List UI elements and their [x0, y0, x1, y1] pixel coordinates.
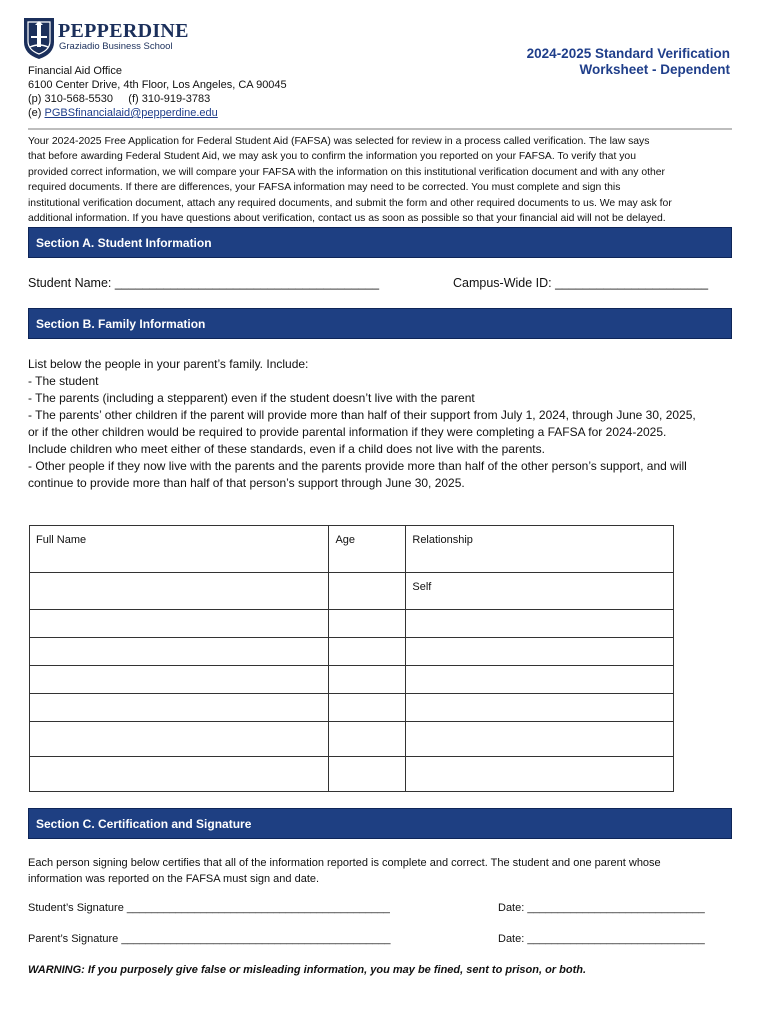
relationship-cell[interactable] — [406, 666, 674, 694]
student-signature-field[interactable]: Student’s Signature ___________________________________________ — [28, 902, 390, 914]
age-cell[interactable] — [329, 666, 406, 694]
age-cell[interactable] — [329, 573, 406, 610]
parent-date-field[interactable]: Date: _____________________________ — [498, 933, 705, 945]
table-row — [30, 757, 674, 792]
relationship-cell-self: Self — [406, 573, 674, 610]
table-header-row — [30, 526, 674, 573]
instruction-line: List below the people in your parent’s family. Include: — [28, 357, 309, 371]
instruction-line: continue to provide more than half of that person’s support through June 30, 2025. — [28, 476, 465, 490]
office-email-link[interactable]: PGBSfinancialaid@pepperdine.edu — [44, 107, 218, 119]
office-contact — [28, 64, 287, 120]
instruction-line: Include children who meet either of these standards, even if a child does not live with the parents. — [28, 442, 545, 456]
name-cell[interactable] — [30, 722, 329, 757]
student-date-field[interactable]: Date: _____________________________ — [498, 902, 705, 914]
table-row — [30, 610, 674, 638]
office-email-row — [28, 106, 287, 120]
name-cell[interactable] — [30, 610, 329, 638]
title-line-1: 2024-2025 Standard Verification — [526, 46, 730, 61]
office-name: Financial Aid Office — [28, 65, 122, 77]
name-cell[interactable] — [30, 757, 329, 792]
intro-paragraph — [28, 134, 734, 226]
section-b-header: Section B. Family Information — [28, 308, 732, 339]
age-cell[interactable] — [329, 638, 406, 666]
name-cell[interactable] — [30, 638, 329, 666]
intro-line: that before awarding Federal Student Aid, we may ask you to confirm the information you reported on your FAFSA. To verify that you — [28, 151, 636, 163]
office-email-prefix: (e) — [28, 107, 42, 119]
office-phones — [28, 92, 287, 106]
table-row — [30, 573, 674, 610]
family-instructions — [28, 356, 734, 492]
section-c-header: Section C. Certification and Signature — [28, 808, 732, 839]
brand-subtitle: Graziadio Business School — [59, 41, 173, 52]
table-row — [30, 722, 674, 757]
campus-id-field[interactable]: Campus-Wide ID: ______________________ — [453, 276, 709, 290]
office-phone: (p) 310-568-5530 — [28, 93, 114, 105]
certification-text — [28, 855, 734, 887]
header-divider — [28, 128, 732, 130]
header-age: Age — [329, 526, 406, 573]
title-line-2: Worksheet - Dependent — [579, 62, 730, 77]
age-cell[interactable] — [329, 610, 406, 638]
section-a-header: Section A. Student Information — [28, 227, 732, 258]
cert-line: Each person signing below certifies that all of the information reported is complete and correct. The student and one parent whose — [28, 857, 661, 869]
instruction-line: - The parents’ other children if the parent will provide more than half of their support from July 1, 2024, through June 30, 2025, — [28, 408, 696, 422]
name-cell[interactable] — [30, 573, 329, 610]
header-relationship: Relationship — [406, 526, 674, 573]
table-row — [30, 666, 674, 694]
intro-line: Your 2024-2025 Free Application for Federal Student Aid (FAFSA) was selected for review in a process called verification. The law says — [28, 136, 650, 147]
cert-line: information was reported on the FAFSA must sign and date. — [28, 873, 320, 885]
table-row — [30, 638, 674, 666]
document-title — [527, 46, 730, 78]
relationship-cell[interactable] — [406, 694, 674, 722]
office-fax: (f) 310-919-3783 — [128, 93, 211, 105]
parent-signature-field[interactable]: Parent’s Signature ____________________________________________ — [28, 933, 391, 945]
name-cell[interactable] — [30, 694, 329, 722]
brand-name: PEPPERDINE — [58, 20, 189, 42]
student-name-field[interactable]: Student Name: ______________________________________ — [28, 276, 380, 290]
relationship-cell[interactable] — [406, 610, 674, 638]
shield-crest-icon — [22, 16, 56, 60]
relationship-cell[interactable] — [406, 757, 674, 792]
age-cell[interactable] — [329, 694, 406, 722]
age-cell[interactable] — [329, 722, 406, 757]
name-cell[interactable] — [30, 666, 329, 694]
relationship-cell[interactable] — [406, 638, 674, 666]
intro-line: institutional verification document, attach any required documents, and submit the form and other required documents to us. We may ask for — [28, 197, 672, 209]
office-address: 6100 Center Drive, 4th Floor, Los Angeles, CA 90045 — [28, 79, 287, 91]
table-row — [30, 694, 674, 722]
intro-line: required documents. If there are differences, your FAFSA information may need to be corrected. You must complete and sign this — [28, 182, 621, 194]
intro-line: additional information. If you have questions about verification, contact us as soon as possible so that your financial aid will not be delayed. — [28, 213, 666, 225]
instruction-line: - The parents (including a stepparent) even if the student doesn’t live with the parent — [28, 391, 475, 405]
instruction-line: - The student — [28, 374, 99, 388]
relationship-cell[interactable] — [406, 722, 674, 757]
instruction-line: or if the other children would be required to provide parental information if they were completing a FAFSA for 2024-2025. — [28, 425, 667, 439]
warning-text: WARNING: If you purposely give false or misleading information, you may be fined, sent to prison, or both. — [28, 964, 587, 976]
header-full-name: Full Name — [30, 526, 329, 573]
instruction-line: - Other people if they now live with the parents and the parents provide more than half of the other person’s support, and will — [28, 459, 687, 473]
family-table — [29, 525, 674, 792]
intro-line: provided correct information, we will compare your FAFSA with the information on this institutional verification document and with any other — [28, 166, 666, 178]
age-cell[interactable] — [329, 757, 406, 792]
